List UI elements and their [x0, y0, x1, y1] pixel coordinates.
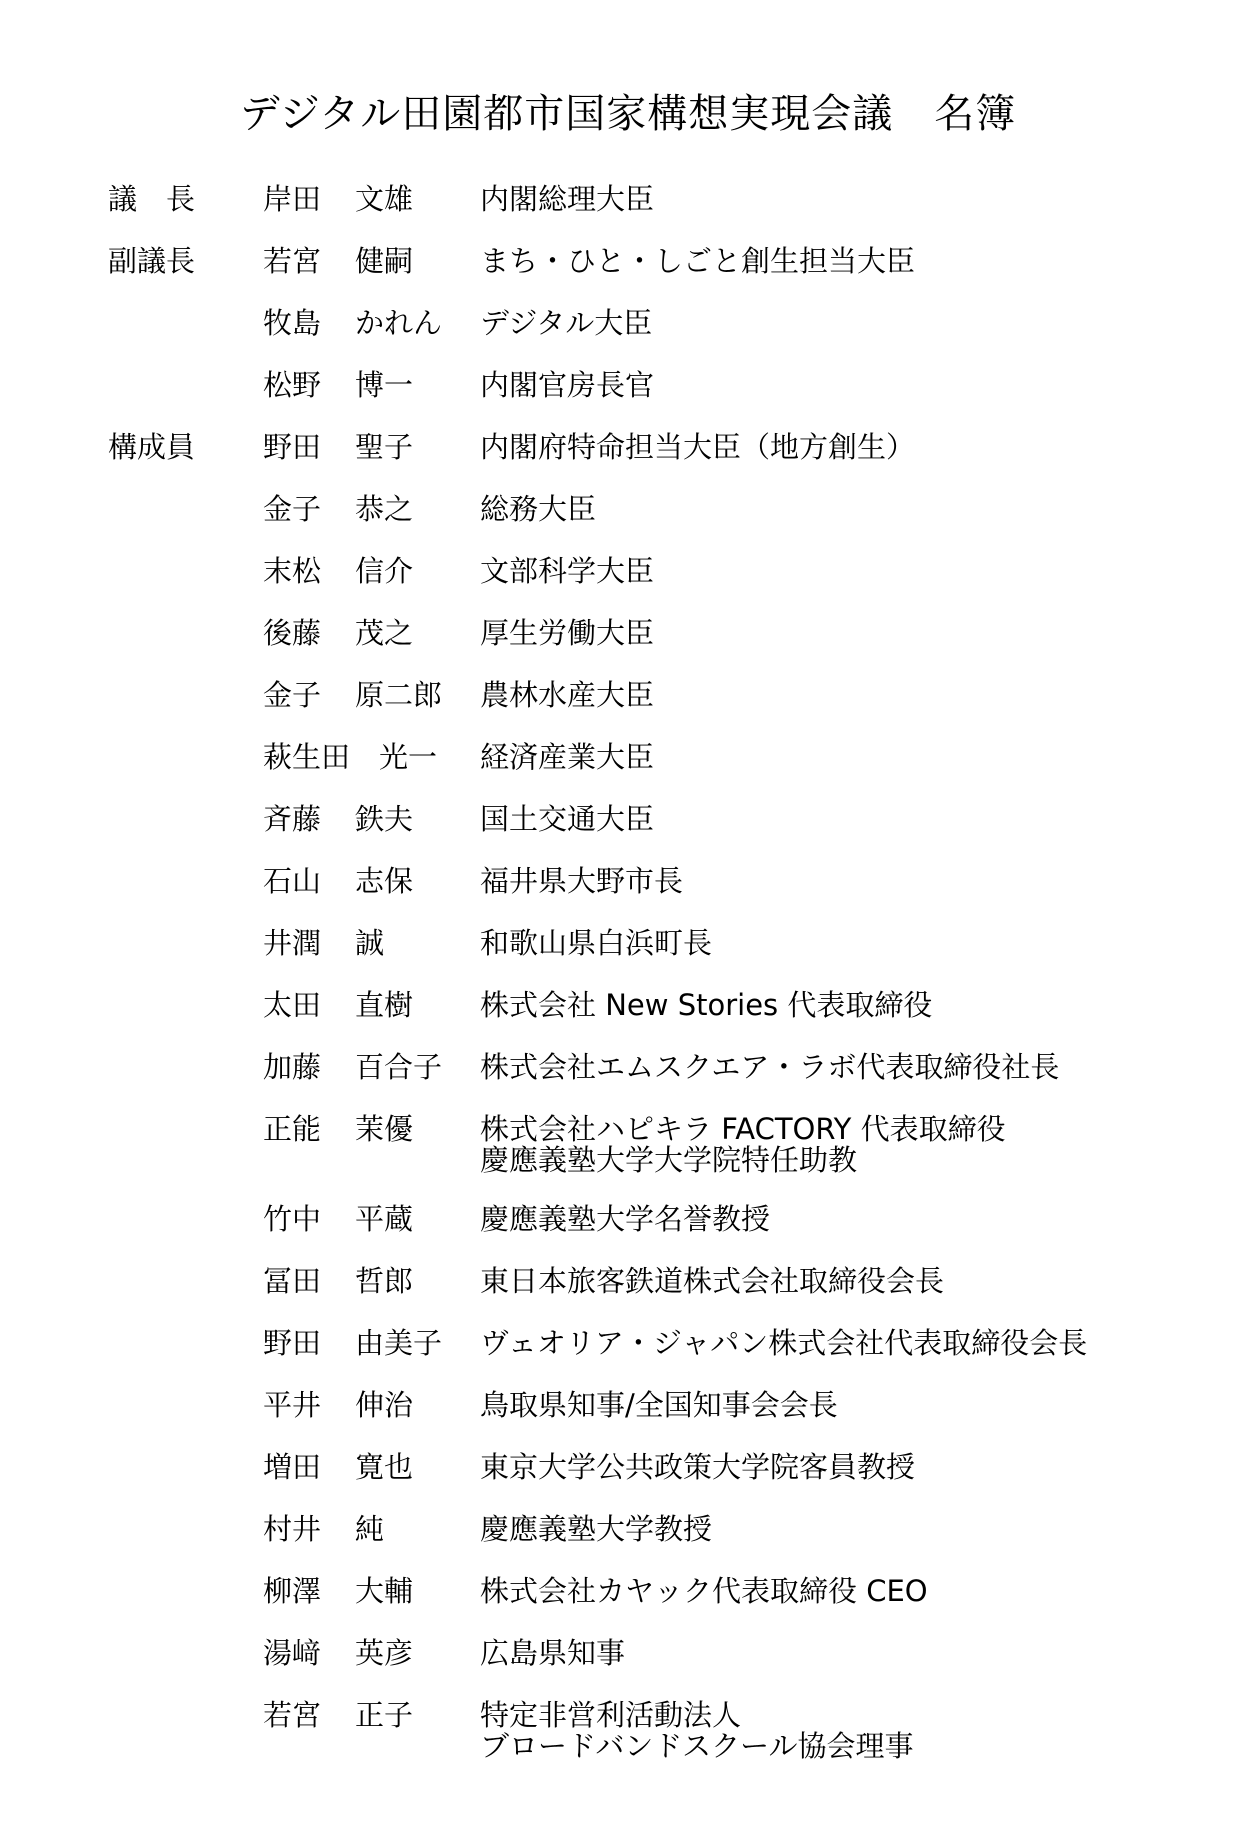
- member-role: 副議長: [108, 244, 196, 278]
- member-position-line: 鳥取県知事/全国知事会会長: [480, 1388, 838, 1422]
- member-position-line: 株式会社 New Stories 代表取締役: [480, 988, 933, 1022]
- member-given-name: 英彦: [355, 1636, 414, 1670]
- member-position-line: 総務大臣: [480, 492, 597, 526]
- member-given-name: かれん: [355, 306, 443, 340]
- member-row: [0, 1632, 1256, 1694]
- member-row: [0, 1694, 1256, 1784]
- member-given-name: 原二郎: [355, 678, 443, 712]
- member-position-line: 農林水産大臣: [480, 678, 655, 712]
- member-surname: 金子: [263, 678, 322, 712]
- member-surname: 斉藤: [263, 802, 322, 836]
- member-given-name: 文雄: [355, 182, 414, 216]
- member-position: [480, 804, 654, 835]
- member-row: [0, 736, 1256, 798]
- member-given-name: 健嗣: [355, 244, 414, 278]
- member-given-name: 誠: [355, 926, 385, 960]
- member-position: [480, 1390, 838, 1421]
- member-surname: 牧島: [263, 306, 322, 340]
- member-position: [480, 618, 654, 649]
- member-surname: 増田: [263, 1450, 322, 1484]
- member-surname: 柳澤: [263, 1574, 322, 1608]
- member-given-name: 平蔵: [355, 1202, 414, 1236]
- member-position-line: 国土交通大臣: [480, 802, 655, 836]
- member-position-line: 株式会社カヤック代表取締役 CEO: [480, 1574, 928, 1608]
- member-given-name: 百合子: [355, 1050, 443, 1084]
- member-position-line: ブロードバンドスクール協会理事: [480, 1729, 914, 1763]
- member-surname: 野田: [263, 1326, 322, 1360]
- member-position-line: 東日本旅客鉄道株式会社取締役会長: [480, 1264, 945, 1298]
- member-surname: 後藤: [263, 616, 322, 650]
- member-surname: 平井: [263, 1388, 322, 1422]
- member-given-name: 鉄夫: [355, 802, 414, 836]
- member-row: [0, 1322, 1256, 1384]
- member-roster: [0, 178, 1256, 1784]
- member-given-name: 寛也: [355, 1450, 414, 1484]
- member-position-line: 広島県知事: [480, 1636, 626, 1670]
- member-surname: 湯﨑: [263, 1636, 322, 1670]
- member-surname: 松野: [263, 368, 322, 402]
- member-surname: 若宮: [263, 1698, 322, 1732]
- member-row: [0, 426, 1256, 488]
- member-row: [0, 550, 1256, 612]
- member-given-name: 志保: [355, 864, 414, 898]
- member-position: [480, 1052, 1059, 1083]
- member-surname: 井潤: [263, 926, 322, 960]
- member-row: [0, 984, 1256, 1046]
- member-position: [480, 1204, 770, 1235]
- member-given-name: 直樹: [355, 988, 414, 1022]
- member-row: [0, 1570, 1256, 1632]
- member-row: [0, 302, 1256, 364]
- member-name: 萩生田 光一: [263, 740, 438, 774]
- member-surname: 末松: [263, 554, 322, 588]
- member-position-line: 福井県大野市長: [480, 864, 684, 898]
- member-position-line: 慶應義塾大学名誉教授: [480, 1202, 771, 1236]
- member-position-line: 経済産業大臣: [480, 740, 655, 774]
- member-position-line: 慶應義塾大学教授: [480, 1512, 713, 1546]
- member-row: [0, 1198, 1256, 1260]
- member-position: [480, 680, 654, 711]
- member-position: [480, 928, 712, 959]
- member-position: [480, 1576, 928, 1607]
- member-row: [0, 178, 1256, 240]
- member-position-line: 特定非営利活動法人: [480, 1698, 742, 1732]
- member-position-line: まち・ひと・しごと創生担当大臣: [480, 244, 916, 278]
- member-role: 構成員: [108, 430, 196, 464]
- member-position-line: 厚生労働大臣: [480, 616, 655, 650]
- member-position-line: 和歌山県白浜町長: [480, 926, 713, 960]
- member-surname: 太田: [263, 988, 322, 1022]
- member-surname: 加藤: [263, 1050, 322, 1084]
- member-surname: 村井: [263, 1512, 322, 1546]
- member-given-name: 大輔: [355, 1574, 414, 1608]
- member-position: [480, 432, 915, 463]
- member-position: [480, 184, 654, 215]
- member-position-line: 内閣官房長官: [480, 368, 655, 402]
- member-position: [480, 866, 683, 897]
- member-position: [480, 1114, 1006, 1176]
- member-position: [480, 990, 932, 1021]
- member-position-line: ヴェオリア・ジャパン株式会社代表取締役会長: [480, 1326, 1088, 1360]
- member-given-name: 伸治: [355, 1388, 414, 1422]
- member-row: [0, 1108, 1256, 1198]
- member-position: [480, 1452, 915, 1483]
- member-position: [480, 1328, 1087, 1359]
- member-row: [0, 1384, 1256, 1446]
- member-position-line: 東京大学公共政策大学院客員教授: [480, 1450, 916, 1484]
- member-position: [480, 246, 915, 277]
- member-given-name: 信介: [355, 554, 414, 588]
- member-row: [0, 488, 1256, 550]
- member-surname: 正能: [263, 1112, 322, 1146]
- member-surname: 金子: [263, 492, 322, 526]
- member-position-line: 株式会社ハピキラ FACTORY 代表取締役: [480, 1112, 1006, 1146]
- member-position: [480, 1638, 625, 1669]
- member-surname: 野田: [263, 430, 322, 464]
- member-position: [480, 1514, 712, 1545]
- member-position-line: 内閣府特命担当大臣（地方創生）: [480, 430, 916, 464]
- member-given-name: 茉優: [355, 1112, 414, 1146]
- member-position: [480, 556, 654, 587]
- member-surname: 岸田: [263, 182, 322, 216]
- member-surname: 冨田: [263, 1264, 322, 1298]
- member-position-line: 慶應義塾大学大学院特任助教: [480, 1143, 858, 1177]
- member-position: [480, 370, 654, 401]
- member-surname: 竹中: [263, 1202, 322, 1236]
- member-position-line: デジタル大臣: [480, 306, 653, 340]
- member-given-name: 恭之: [355, 492, 414, 526]
- member-position-line: 株式会社エムスクエア・ラボ代表取締役社長: [480, 1050, 1060, 1084]
- member-row: [0, 612, 1256, 674]
- member-row: [0, 798, 1256, 860]
- member-surname: 若宮: [263, 244, 322, 278]
- member-given-name: 聖子: [355, 430, 414, 464]
- member-row: [0, 860, 1256, 922]
- member-row: [0, 1046, 1256, 1108]
- member-position: [480, 494, 596, 525]
- member-row: [0, 674, 1256, 736]
- member-role: 議 長: [108, 182, 196, 216]
- member-given-name: 正子: [355, 1698, 414, 1732]
- member-row: [0, 364, 1256, 426]
- member-position: [480, 1700, 914, 1762]
- member-row: [0, 1508, 1256, 1570]
- member-surname: 石山: [263, 864, 322, 898]
- member-given-name: 由美子: [355, 1326, 443, 1360]
- member-given-name: 博一: [355, 368, 414, 402]
- member-position-line: 内閣総理大臣: [480, 182, 655, 216]
- member-row: [0, 1446, 1256, 1508]
- member-position: [480, 308, 652, 339]
- member-position-line: 文部科学大臣: [480, 554, 655, 588]
- member-given-name: 茂之: [355, 616, 414, 650]
- page-title: デジタル田園都市国家構想実現会議 名簿: [239, 91, 1017, 137]
- member-position: [480, 742, 654, 773]
- member-row: [0, 922, 1256, 984]
- member-position: [480, 1266, 944, 1297]
- member-given-name: 哲郎: [355, 1264, 414, 1298]
- member-row: [0, 240, 1256, 302]
- member-given-name: 純: [355, 1512, 385, 1546]
- member-row: [0, 1260, 1256, 1322]
